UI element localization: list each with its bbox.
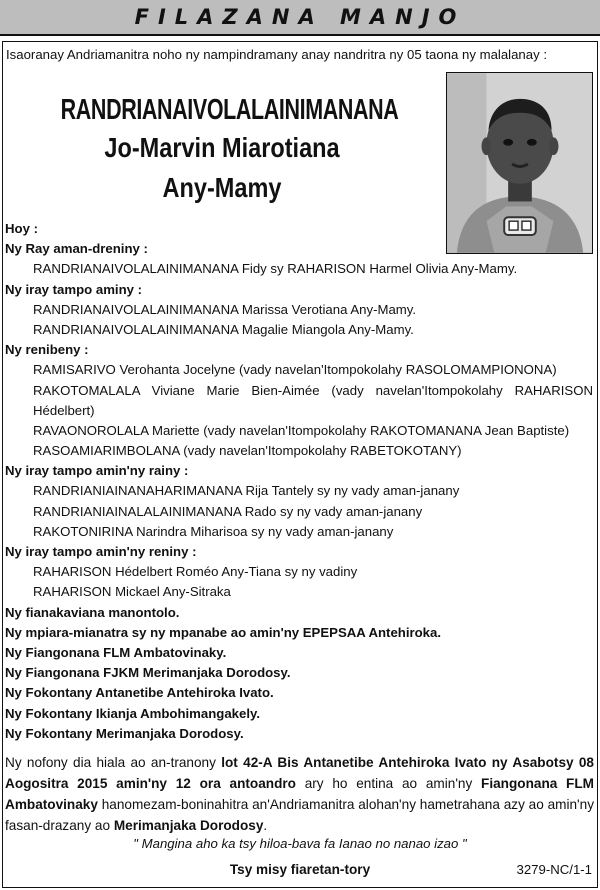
family-member-line: RANDRIANAIVOLALAINIMANANA Magalie Miangola Any-Mamy. (33, 321, 414, 337)
bible-quote: " Mangina aho ka tsy hiloa-bava fa Ianao no nanao izao " (133, 836, 467, 851)
family-member-line: RANDRIANIAINALALAINIMANANA Rado sy ny vady aman-janany (33, 503, 423, 519)
family-heading: Ny Fiangonana FJKM Merimanjaka Dorodosy. (5, 665, 291, 681)
family-member-line: RAMISARIVO Verohanta Jocelyne (vady navelan'Itompokolahy RASOLOMAMPIONONA) (33, 362, 557, 378)
funeral-details-part: hanomezam-boninahitra an'Andriamanitra alohan'ny hametrahana azy ao amin'ny fasan-drazany ao (5, 797, 594, 833)
header-banner (0, 0, 600, 36)
family-member-line: RANDRIANAIVOLALAINIMANANA Marissa Verotiana Any-Mamy. (33, 301, 417, 317)
family-member-line: RAHARISON Hédelbert Roméo Any-Tiana sy ny vadiny (33, 564, 358, 580)
deceased-given-name-2: Any-Mamy (162, 172, 282, 203)
family-heading: Hoy : (5, 221, 38, 236)
family-heading: Ny iray tampo aminy : (5, 281, 143, 297)
funeral-address-date: lot 42-A Bis Antanetibe Antehiroka Ivato ny Asabotsy 08 Aogositra 2015 amin'ny 12 ora antoandro (5, 755, 594, 791)
funeral-church: Fiangonana FLM Ambatovinaky (5, 776, 594, 812)
family-member-line: Hédelbert) (33, 402, 95, 418)
funeral-details (5, 752, 594, 836)
deceased-names (4, 92, 440, 208)
banner-title: FILAZANA MANJO (134, 5, 466, 29)
family-heading: Ny Fokontany Merimanjaka Dorodosy. (5, 725, 244, 741)
family-heading: Ny Ray aman-dreniny : (5, 241, 148, 257)
deceased-given-name-1: Jo-Marvin Miarotiana (104, 132, 340, 163)
funeral-details-part: . (263, 818, 268, 833)
family-member-line: RANDRIANAIVOLALAINIMANANA Fidy sy RAHARISON Harmel Olivia Any-Mamy. (33, 261, 518, 277)
family-heading: Ny Fokontany Antanetibe Antehiroka Ivato. (5, 685, 274, 701)
reference-code: 3279-NC/1-1 (516, 862, 592, 877)
family-member-line: RAVAONOROLALA Mariette (vady navelan'Itompokolahy RAKOTOMANANA Jean Baptiste) (33, 422, 570, 438)
family-heading: Ny mpiara-mianatra sy ny mpanabe ao amin'ny EPEPSAA Antehiroka. (5, 624, 442, 640)
family-heading: Ny iray tampo amin'ny rainy : (5, 463, 189, 479)
funeral-details-part: ary ho entina ao amin'ny (295, 776, 482, 791)
family-heading: Ny iray tampo amin'ny reniny : (5, 544, 197, 559)
family-member-line: RAHARISON Mickael Any-Sitraka (33, 584, 231, 600)
deceased-surname: RANDRIANAIVOLALAINIMANANA (60, 94, 399, 126)
family-heading: Ny Fokontany Ikianja Ambohimangakely. (5, 705, 261, 721)
funeral-details-part: Ny nofony dia hiala ao an-tranony (5, 755, 222, 770)
family-member-line: RASOAMIARIMBOLANA (vady navelan'Itompokolahy RABETOKOTANY) (33, 443, 462, 459)
family-heading: Ny fianakaviana manontolo. (5, 604, 180, 620)
burial-place: Merimanjaka Dorodosy (113, 818, 264, 833)
signature-line: Tsy misy fiaretan-tory (229, 862, 371, 877)
family-member-line: RANDRIANIAINANAHARIMANANA Rija Tantely sy ny vady aman-janany (33, 483, 460, 499)
family-heading: Ny renibeny : (5, 342, 89, 358)
family-list (5, 219, 593, 744)
intro-text: Isaoranay Andriamanitra noho ny nampindramany anay nandritra ny 05 taona ny malalanay : (6, 47, 548, 62)
family-heading: Ny Fiangonana FLM Ambatovinaky. (5, 644, 227, 660)
family-member-line: RAKOTONIRINA Narindra Miharisoa sy ny vady aman-janany (33, 523, 394, 539)
family-member-line: RAKOTOMALALA Viviane Marie Bien-Aimée (vady navelan'Itompokolahy RAHARISON (33, 382, 593, 398)
